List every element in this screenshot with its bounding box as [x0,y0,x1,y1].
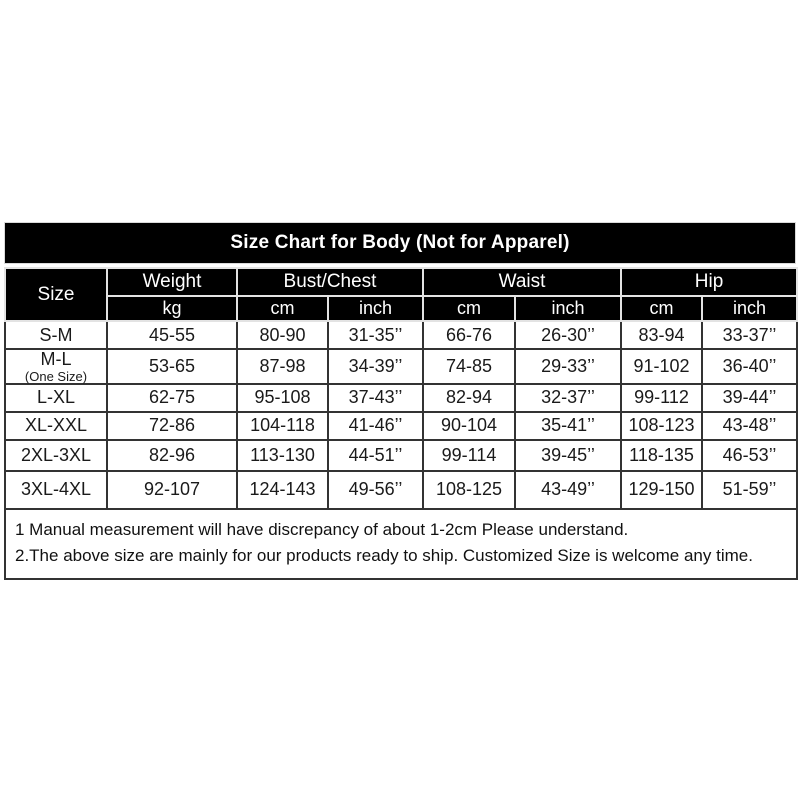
measure-cell: 49-56’’ [328,471,423,509]
measure-cell: 66-76 [423,321,515,349]
measure-cell: 80-90 [237,321,328,349]
measure-cell: 82-94 [423,384,515,412]
size-cell [5,384,107,412]
measure-cell: 35-41’’ [515,412,621,440]
table-row [5,321,797,349]
size-cell [5,412,107,440]
measure-cell: 29-33’’ [515,349,621,384]
col-header-size: Size [5,268,107,321]
measure-cell: 113-130 [237,440,328,471]
size-label: M-L [40,349,72,369]
table-row [5,412,797,440]
size-label: XL-XXL [24,415,88,436]
measure-cell: 31-35’’ [328,321,423,349]
measure-cell: 108-123 [621,412,702,440]
measure-cell: 118-135 [621,440,702,471]
unit-waist-inch: inch [515,296,621,321]
measure-cell: 37-43’’ [328,384,423,412]
unit-bust-cm: cm [237,296,328,321]
measure-cell: 62-75 [107,384,237,412]
size-cell [5,471,107,509]
measure-cell: 41-46’’ [328,412,423,440]
measure-cell: 90-104 [423,412,515,440]
note-line-2: 2.The above size are mainly for our products ready to ship. Customized Size is welcome any time. [15,545,753,565]
col-header-hip: Hip [621,268,797,296]
measure-cell: 91-102 [621,349,702,384]
unit-hip-cm: cm [621,296,702,321]
measure-cell: 83-94 [621,321,702,349]
measure-cell: 45-55 [107,321,237,349]
measure-cell: 39-45’’ [515,440,621,471]
table-row [5,471,797,509]
size-label: 3XL-4XL [20,479,92,500]
measure-cell: 95-108 [237,384,328,412]
measure-cell: 99-114 [423,440,515,471]
notes-row [5,509,797,579]
note-line-1: 1 Manual measurement will have discrepancy of about 1-2cm Please understand. [15,519,629,539]
size-chart [4,222,796,580]
measure-cell: 43-49’’ [515,471,621,509]
size-cell [5,349,107,384]
table-body [5,321,797,509]
header-group-row [5,268,797,296]
measure-cell: 74-85 [423,349,515,384]
col-header-weight: Weight [107,268,237,296]
col-header-waist: Waist [423,268,621,296]
measure-cell: 44-51’’ [328,440,423,471]
measure-cell: 46-53’’ [702,440,797,471]
measure-cell: 43-48’’ [702,412,797,440]
measure-cell: 92-107 [107,471,237,509]
measure-cell: 87-98 [237,349,328,384]
col-header-bust-chest: Bust/Chest [237,268,423,296]
measure-cell: 34-39’’ [328,349,423,384]
chart-title: Size Chart for Body (Not for Apparel) [230,232,570,253]
table-row [5,440,797,471]
size-cell [5,321,107,349]
size-label: 2XL-3XL [20,444,92,465]
unit-hip-inch: inch [702,296,797,321]
measure-cell: 26-30’’ [515,321,621,349]
table-row [5,384,797,412]
measure-cell: 104-118 [237,412,328,440]
size-label: S-M [39,324,73,345]
size-cell [5,440,107,471]
size-table [4,267,798,580]
unit-bust-inch: inch [328,296,423,321]
header-unit-row [5,296,797,321]
notes-cell [5,509,797,579]
measure-cell: 32-37’’ [515,384,621,412]
size-label: L-XL [36,387,76,408]
measure-cell: 33-37’’ [702,321,797,349]
measure-cell: 51-59’’ [702,471,797,509]
table-header [5,268,797,321]
measure-cell: 99-112 [621,384,702,412]
measure-cell: 53-65 [107,349,237,384]
measure-cell: 108-125 [423,471,515,509]
unit-weight-kg: kg [107,296,237,321]
measure-cell: 36-40’’ [702,349,797,384]
measure-cell: 72-86 [107,412,237,440]
table-row [5,349,797,384]
measure-cell: 129-150 [621,471,702,509]
table-footer [5,509,797,579]
chart-title-bar [4,222,796,264]
size-sub-label: (One Size) [24,368,88,384]
measure-cell: 39-44’’ [702,384,797,412]
unit-waist-cm: cm [423,296,515,321]
measure-cell: 124-143 [237,471,328,509]
measure-cell: 82-96 [107,440,237,471]
